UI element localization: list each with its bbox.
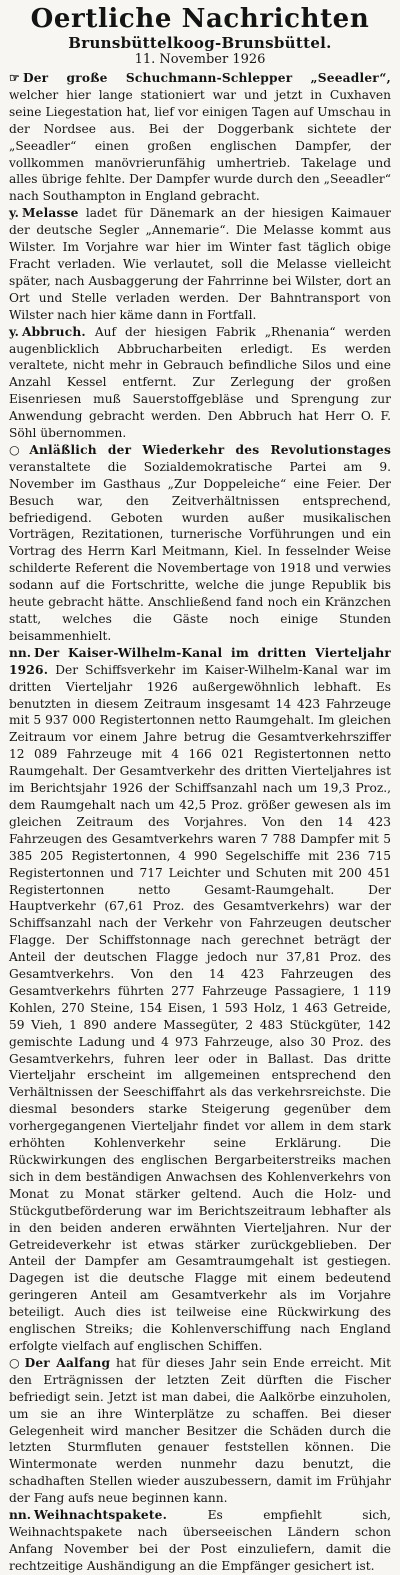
article-body: welcher hier lange stationiert war und jetzt in Cuxhaven seine Liegestation hat, lief vor einigen Tagen auf Umschau in der Nordsee aus. Bei der Doggerbank sichtete der „Seeadler“ einen großen englischen Dampfer, der vollkommen manövrierunfähig umhertrieb. Takelage und alles übrige fehlte. Der Dampfer wurde durch den „Seeadler“ nach Southampton in England gebracht. — [9, 87, 391, 204]
news-column — [9, 70, 391, 1575]
circle-icon: ○ — [9, 442, 27, 457]
article-lead: Abbruch. — [21, 324, 86, 339]
article-body: veranstaltete die Sozialdemokratische Partei am 9. November im Gasthaus „Zur Doppeleiche“ eine Feier. Der Besuch war, den Zeitverhältnissen entsprechend, befriedigend. Geboten wurden außer musikalischen Vorträgen, Rezitationen, turnerische Vorführungen und ein Vortrag des Herrn Karl Meitmann, Kiel. In fesselnder Weise schilderte Referent die Novembertage von 1918 und verwies sodann auf die Fortschritte, welche die junge Republik bis heute gebracht hätte. Anschließend fand noch ein Kränzchen statt, welches die Gäste noch einige Stunden beisammenhielt. — [9, 459, 391, 643]
section-title: Oertliche Nachrichten — [30, 4, 370, 34]
author-mark: y. — [9, 324, 19, 339]
author-mark: nn. — [9, 1508, 31, 1523]
author-mark: nn. — [9, 645, 31, 660]
article-body: Auf der hiesigen Fabrik „Rhenania“ werden augenblicklich Abbrucharbeiten erledigt. Es werden veraltete, nicht mehr in Gebrauch befindliche Silos und eine Anzahl Kessel entfernt. Zur Zerlegung der großen Eisenriesen muß Sauerstoffgebläse und Sprengung zur Anwendung gebracht werden. Den Abbruch hat Herr O. F. Söhl übernommen. — [9, 324, 391, 441]
article-lead: Der Aalfang — [24, 1355, 111, 1370]
article-lead: Weihnachtspakete. — [33, 1508, 168, 1523]
article-lead: Anläßlich der Wiederkehr des Revolutionstages — [29, 442, 391, 457]
author-mark: y. — [9, 206, 19, 221]
article-lead: Der Kaiser-Wilhelm-Kanal im dritten Vierteljahr 1926. — [9, 645, 391, 677]
circle-icon: ○ — [9, 1355, 22, 1370]
article-body: Es empfiehlt sich, Weihnachtspakete nach überseeischen Ländern schon Anfang November bei der Post einzuliefern, damit die rechtzeitige Aushändigung an die Empfänger gesichert ist. — [9, 1508, 391, 1573]
article-aalfang — [9, 1355, 391, 1507]
article-body: ladet für Dänemark an der hiesigen Kaimauer der deutsche Segler „Annemarie“. Die Melasse kommt aus Wilster. Im Vorjahre war hier im Winter fast täglich obige Fracht verladen. Wie verlautet, soll die Melasse vielleicht später, nach Ausbaggerung der Fahrrinne bei Wilster, dort an Ort und Stelle verladen werden. Der Bahntransport von Wilster nach hier käme dann in Fortfall. — [9, 206, 391, 322]
article-lead: Melasse — [21, 206, 79, 221]
pointing-hand-icon: ☞ — [9, 71, 20, 85]
article-kanal — [9, 645, 391, 1355]
article-revolutionstag — [9, 442, 391, 645]
article-schlepper — [9, 70, 391, 205]
article-body: Der Schiffsverkehr im Kaiser-Wilhelm-Kanal war im dritten Vierteljahr 1926 außergewöhnlich lebhaft. Es benutzten in diesem Zeitraum insgesamt 14 423 Fahrzeuge mit 5 937 000 Registertonnen netto Raumgehalt. Im gleichen Zeitraum vor einem Jahre betrug die Gesamtverkehrsziffer 12 089 Fahrzeuge mit 4 166 021 Registertonnen netto Raumgehalt. Der Gesamtverkehr des dritten Vierteljahres ist im Berichtsjahr 1926 der Schiffsanzahl nach um 19,3 Proz., dem Raumgehalt nach um 42,5 Proz. größer gewesen als im gleichen Zeitraum des Vorjahres. Von den 14 423 Fahrzeugen des Gesamtverkehrs waren 7 788 Dampfer mit 5 385 205 Registertonnen, 4 990 Segelschiffe mit 236 715 Registertonnen und 717 Leichter und Schuten mit 200 451 Registertonnen netto Gesamt-Raumgehalt. Der Hauptverkehr (67,61 Proz. des Gesamtverkehrs) war der Schiffsanzahl nach der Verkehr von Fahrzeugen deutscher Flagge. Der Schiffstonnage nach gerechnet beträgt der Anteil der deutschen Flagge jedoch nur 37,81 Proz. des Gesamtverkehrs. Von den 14 423 Fahrzeugen des Gesamtverkehrs führten 277 Fahrzeuge Passagiere, 1 119 Kohlen, 270 Steine, 154 Eisen, 1 593 Holz, 1 463 Getreide, 59 Vieh, 1 890 andere Massegüter, 2 483 Stückgüter, 142 gemischte Ladung und 4 973 Fahrzeuge, also 30 Proz. des Gesamtverkehrs, fuhren leer oder in Ballast. Das dritte Vierteljahr erscheint im allgemeinen entsprechend den Verhältnissen der Seeschiffahrt als das verkehrsreichste. Die diesmal besonders starke Steigerung gegenüber dem vorhergegangenen Vierteljahr findet vor allem in dem stark erhöhten Kohlenverkehr seine Erklärung. Die Rückwirkungen des englischen Bergarbeiterstreiks machen sich in dem beständigen Anwachsen des Kohlenverkehrs von Monat zu Monat stärker geltend. Auch die Holz- und Stückgutbeförderung war im Berichtszeitraum lebhafter als in den beiden anderen erwähnten Vierteljahren. Nur der Getreideverkehr ist etwas stärker zurückgeblieben. Der Anteil der Dampfer am Gesamtraumgehalt ist gestiegen. Dagegen ist die deutsche Flagge mit einem bedeutend geringeren Anteil am Gesamtverkehr als im Vorjahre beteiligt. Auch dies ist teilweise eine Rückwirkung des englischen Streiks; die Kohlenverschiffung nach England erfolgte vielfach auf englischen Schiffen. — [9, 662, 391, 1353]
article-body: hat für dieses Jahr sein Ende erreicht. Mit den Erträgnissen der letzten Zeit dürften die Fischer befriedigt sein. Jetzt ist man dabei, die Aalkörbe einzuholen, um sie an ihre Winterplätze zu schaffen. Bei dieser Gelegenheit wird mancher Besitzer die Schäden durch die letzten Sturmfluten genauer feststellen können. Die Wintermonate werden nunmehr dazu benutzt, die schadhaften Stellen wieder auszubessern, damit im Frühjahr der Fang aufs neue beginnen kann. — [9, 1355, 391, 1506]
article-melasse — [9, 205, 391, 323]
location-subtitle: Brunsbüttelkoog-Brunsbüttel. — [68, 34, 332, 52]
article-weihnachtspakete — [9, 1507, 391, 1575]
article-abbruch — [9, 324, 391, 442]
article-lead: Der große Schuchmann-Schlepper „Seeadler“, — [22, 71, 391, 85]
date-line: 11. November 1926 — [134, 52, 266, 67]
